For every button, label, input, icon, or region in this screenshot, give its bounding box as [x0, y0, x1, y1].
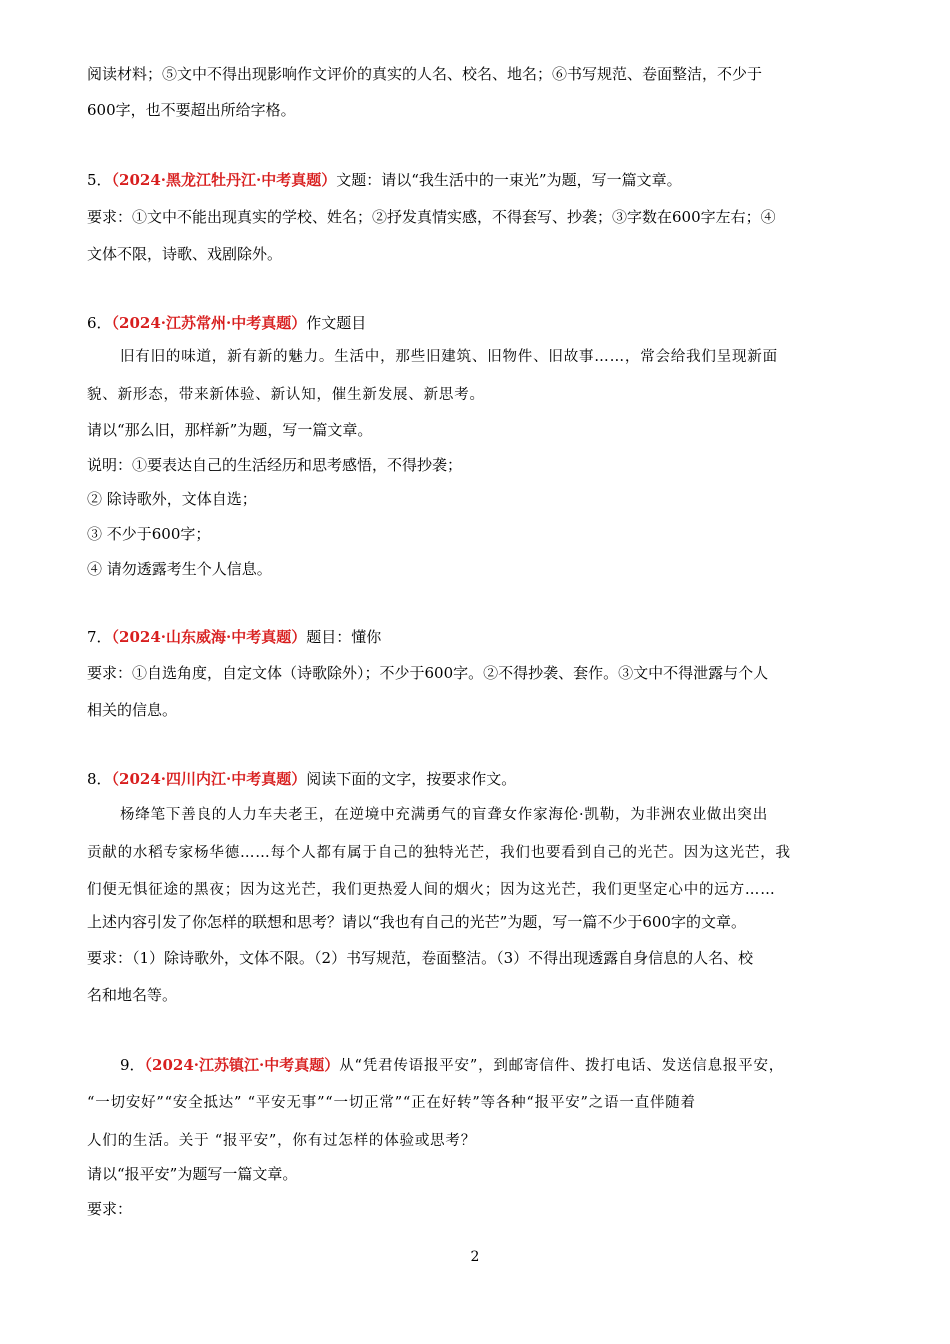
page-number: 2 [470, 1249, 480, 1265]
question-7-requirement-1: 要求：①自选角度，自定文体（诗歌除外）；不少于600字。②不得抄袭、套作。③文中不得泄露与个人 [87, 664, 769, 682]
question-8-requirement-2: 名和地名等。 [87, 986, 178, 1004]
question-6-heading [87, 313, 867, 333]
question-6-material-2: 貌、新形态，带来新体验、新认知，催生新发展、新思考。 [87, 387, 485, 403]
question-7-heading [87, 627, 867, 647]
question-9-requirement: 要求： [87, 1200, 133, 1218]
question-number: 6． [87, 314, 112, 332]
question-5-heading [87, 170, 867, 190]
question-6-prompt: 请以“那么旧，那样新”为题，写一篇文章。 [87, 421, 373, 439]
question-title: 阅读下面的文字，按要求作文。 [306, 770, 517, 788]
question-source: （2024·江苏镇江·中考真题） [144, 1056, 340, 1074]
intro-line-1: 阅读材料；⑤文中不得出现影响作文评价的真实的人名、校名、地名；⑥书写规范、卷面整洁，不少于 [87, 65, 763, 83]
question-6-note-1: 说明：①要表达自己的生活经历和思考感悟，不得抄袭； [87, 456, 463, 474]
question-6-note-3: ③ 不少于600字； [87, 525, 211, 543]
question-8-heading [87, 769, 867, 789]
question-7-requirement-2: 相关的信息。 [87, 701, 178, 719]
question-6-material-1: 旧有旧的味道，新有新的魅力。生活中，那些旧建筑、旧物件、旧故事……，常会给我们呈现新面 [120, 349, 778, 365]
question-9-material-1: 从“凭君传语报平安”，到邮寄信件、拨打电话、发送信息报平安， [339, 1058, 785, 1074]
question-8-material-1: 杨绛笔下善良的人力车夫老王，在逆境中充满勇气的盲聋女作家海伦·凯勒，为非洲农业做出突出 [120, 807, 769, 823]
question-source: （2024·黑龙江牡丹江·中考真题） [111, 171, 337, 189]
question-number: 9． [120, 1056, 145, 1074]
question-9-prompt: 请以“报平安”为题写一篇文章。 [87, 1165, 298, 1183]
question-title: 文题：请以“我生活中的一束光”为题，写一篇文章。 [336, 171, 682, 189]
question-5-requirement-2: 文体不限，诗歌、戏剧除外。 [87, 245, 283, 263]
question-9-material-3: 人们的生活。关于 “报平安”，你有过怎样的体验或思考？ [87, 1133, 477, 1149]
question-8-material-2: 贡献的水稻专家杨华德……每个人都有属于自己的独特光芒，我们也要看到自己的光芒。因为这光芒，我 [87, 845, 791, 861]
question-5-requirement-1: 要求：①文中不能出现真实的学校、姓名；②抒发真情实感，不得套写、抄袭；③字数在600字左右；④ [87, 208, 776, 226]
question-9-heading [120, 1055, 900, 1076]
question-9-material-2: “一切安好”“安全抵达” “平安无事”“一切正常”“正在好转”等各种“报平安”之语一直伴随着 [87, 1095, 696, 1111]
question-8-material-3: 们便无惧征途的黑夜；因为这光芒，我们更热爱人间的烟火；因为这光芒，我们更坚定心中的远方…… [87, 882, 776, 898]
question-8-requirement-1: 要求：（1）除诗歌外，文体不限。（2）书写规范，卷面整洁。（3）不得出现透露自身信息的人名、校 [87, 949, 754, 967]
intro-line-2: 600字，也不要超出所给字格。 [87, 101, 296, 119]
question-number: 8． [87, 770, 112, 788]
question-number: 5． [87, 171, 112, 189]
question-number: 7． [87, 628, 112, 646]
question-6-note-4: ④ 请勿透露考生个人信息。 [87, 560, 272, 578]
question-source: （2024·江苏常州·中考真题） [111, 314, 307, 332]
question-title: 作文题目 [306, 314, 367, 332]
question-8-prompt: 上述内容引发了你怎样的联想和思考？请以“我也有自己的光芒”为题，写一篇不少于600字的文章。 [87, 913, 746, 931]
question-6-note-2: ② 除诗歌外，文体自选； [87, 490, 257, 508]
question-source: （2024·山东威海·中考真题） [111, 628, 307, 646]
question-source: （2024·四川内江·中考真题） [111, 770, 307, 788]
question-title: 题目：懂你 [306, 628, 382, 646]
